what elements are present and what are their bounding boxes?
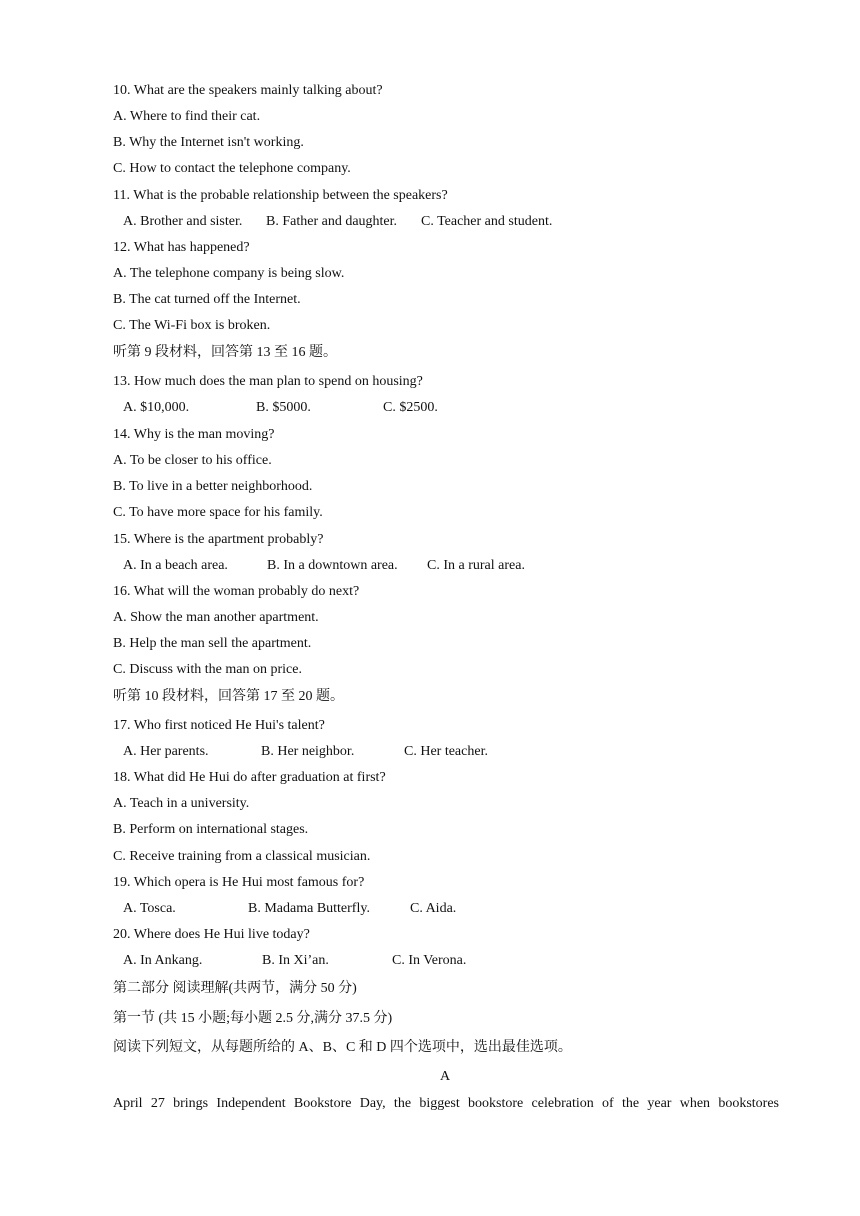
question-20-option-b: B. In Xi’an. bbox=[262, 953, 329, 968]
section-9-instruction: 听第 9 段材料，回答第 13 至 16 题。 bbox=[113, 345, 337, 360]
question-16-option-b: B. Help the man sell the apartment. bbox=[113, 636, 312, 651]
question-20-option-c: C. In Verona. bbox=[392, 953, 467, 968]
passage-first-line: April 27 brings Independent Bookstore Day, the biggest bookstore celebration of the year when bookstores bbox=[113, 1096, 779, 1111]
question-19-option-c: C. Aida. bbox=[410, 901, 457, 916]
question-20: 20. Where does He Hui live today? bbox=[113, 927, 310, 942]
question-13-option-b: B. $5000. bbox=[256, 400, 311, 415]
question-13-option-c: C. $2500. bbox=[383, 400, 438, 415]
question-19: 19. Which opera is He Hui most famous for? bbox=[113, 875, 365, 890]
question-15-options bbox=[123, 557, 525, 575]
section-1-heading: 第一节 (共 15 小题;每小题 2.5 分,满分 37.5 分) bbox=[113, 1011, 393, 1026]
question-15-option-c: C. In a rural area. bbox=[427, 558, 525, 573]
question-14-option-a: A. To be closer to his office. bbox=[113, 453, 272, 468]
question-17-option-a: A. Her parents. bbox=[123, 744, 209, 759]
question-18-option-a: A. Teach in a university. bbox=[113, 796, 250, 811]
question-11-option-b: B. Father and daughter. bbox=[266, 214, 398, 229]
question-15-option-b: B. In a downtown area. bbox=[267, 558, 398, 573]
passage-label: A bbox=[439, 1069, 451, 1084]
question-14-option-c: C. To have more space for his family. bbox=[113, 505, 323, 520]
question-20-options bbox=[123, 952, 466, 970]
question-11: 11. What is the probable relationship between the speakers? bbox=[113, 188, 448, 203]
question-18-option-c: C. Receive training from a classical musician. bbox=[113, 849, 371, 864]
question-13: 13. How much does the man plan to spend on housing? bbox=[113, 374, 423, 389]
question-18-option-b: B. Perform on international stages. bbox=[113, 822, 309, 837]
question-16-option-c: C. Discuss with the man on price. bbox=[113, 662, 302, 677]
question-17: 17. Who first noticed He Hui's talent? bbox=[113, 718, 325, 733]
question-12-option-c: C. The Wi-Fi box is broken. bbox=[113, 318, 271, 333]
question-14: 14. Why is the man moving? bbox=[113, 427, 275, 442]
question-16: 16. What will the woman probably do next? bbox=[113, 584, 360, 599]
question-12-option-a: A. The telephone company is being slow. bbox=[113, 266, 345, 281]
section-10-instruction: 听第 10 段材料，回答第 17 至 20 题。 bbox=[113, 689, 344, 704]
question-17-options bbox=[123, 743, 488, 761]
question-13-option-a: A. $10,000. bbox=[123, 400, 190, 415]
question-14-option-b: B. To live in a better neighborhood. bbox=[113, 479, 313, 494]
reading-instruction: 阅读下列短文，从每题所给的 A、B、C 和 D 四个选项中，选出最佳选项。 bbox=[113, 1040, 572, 1055]
question-20-option-a: A. In Ankang. bbox=[123, 953, 203, 968]
question-17-option-b: B. Her neighbor. bbox=[261, 744, 355, 759]
question-10-option-c: C. How to contact the telephone company. bbox=[113, 161, 351, 176]
question-12-option-b: B. The cat turned off the Internet. bbox=[113, 292, 301, 307]
question-16-option-a: A. Show the man another apartment. bbox=[113, 610, 319, 625]
question-18: 18. What did He Hui do after graduation at first? bbox=[113, 770, 386, 785]
question-11-options bbox=[123, 213, 552, 231]
question-15: 15. Where is the apartment probably? bbox=[113, 532, 324, 547]
question-10-option-a: A. Where to find their cat. bbox=[113, 109, 261, 124]
question-12: 12. What has happened? bbox=[113, 240, 250, 255]
question-10: 10. What are the speakers mainly talking about? bbox=[113, 83, 383, 98]
question-11-option-c: C. Teacher and student. bbox=[421, 214, 553, 229]
question-10-option-b: B. Why the Internet isn't working. bbox=[113, 135, 304, 150]
part-2-heading: 第二部分 阅读理解(共两节，满分 50 分) bbox=[113, 981, 357, 996]
question-11-option-a: A. Brother and sister. bbox=[123, 214, 243, 229]
question-13-options bbox=[123, 399, 438, 417]
question-17-option-c: C. Her teacher. bbox=[404, 744, 488, 759]
question-15-option-a: A. In a beach area. bbox=[123, 558, 228, 573]
question-19-options bbox=[123, 900, 456, 918]
question-19-option-b: B. Madama Butterfly. bbox=[248, 901, 370, 916]
question-19-option-a: A. Tosca. bbox=[123, 901, 176, 916]
